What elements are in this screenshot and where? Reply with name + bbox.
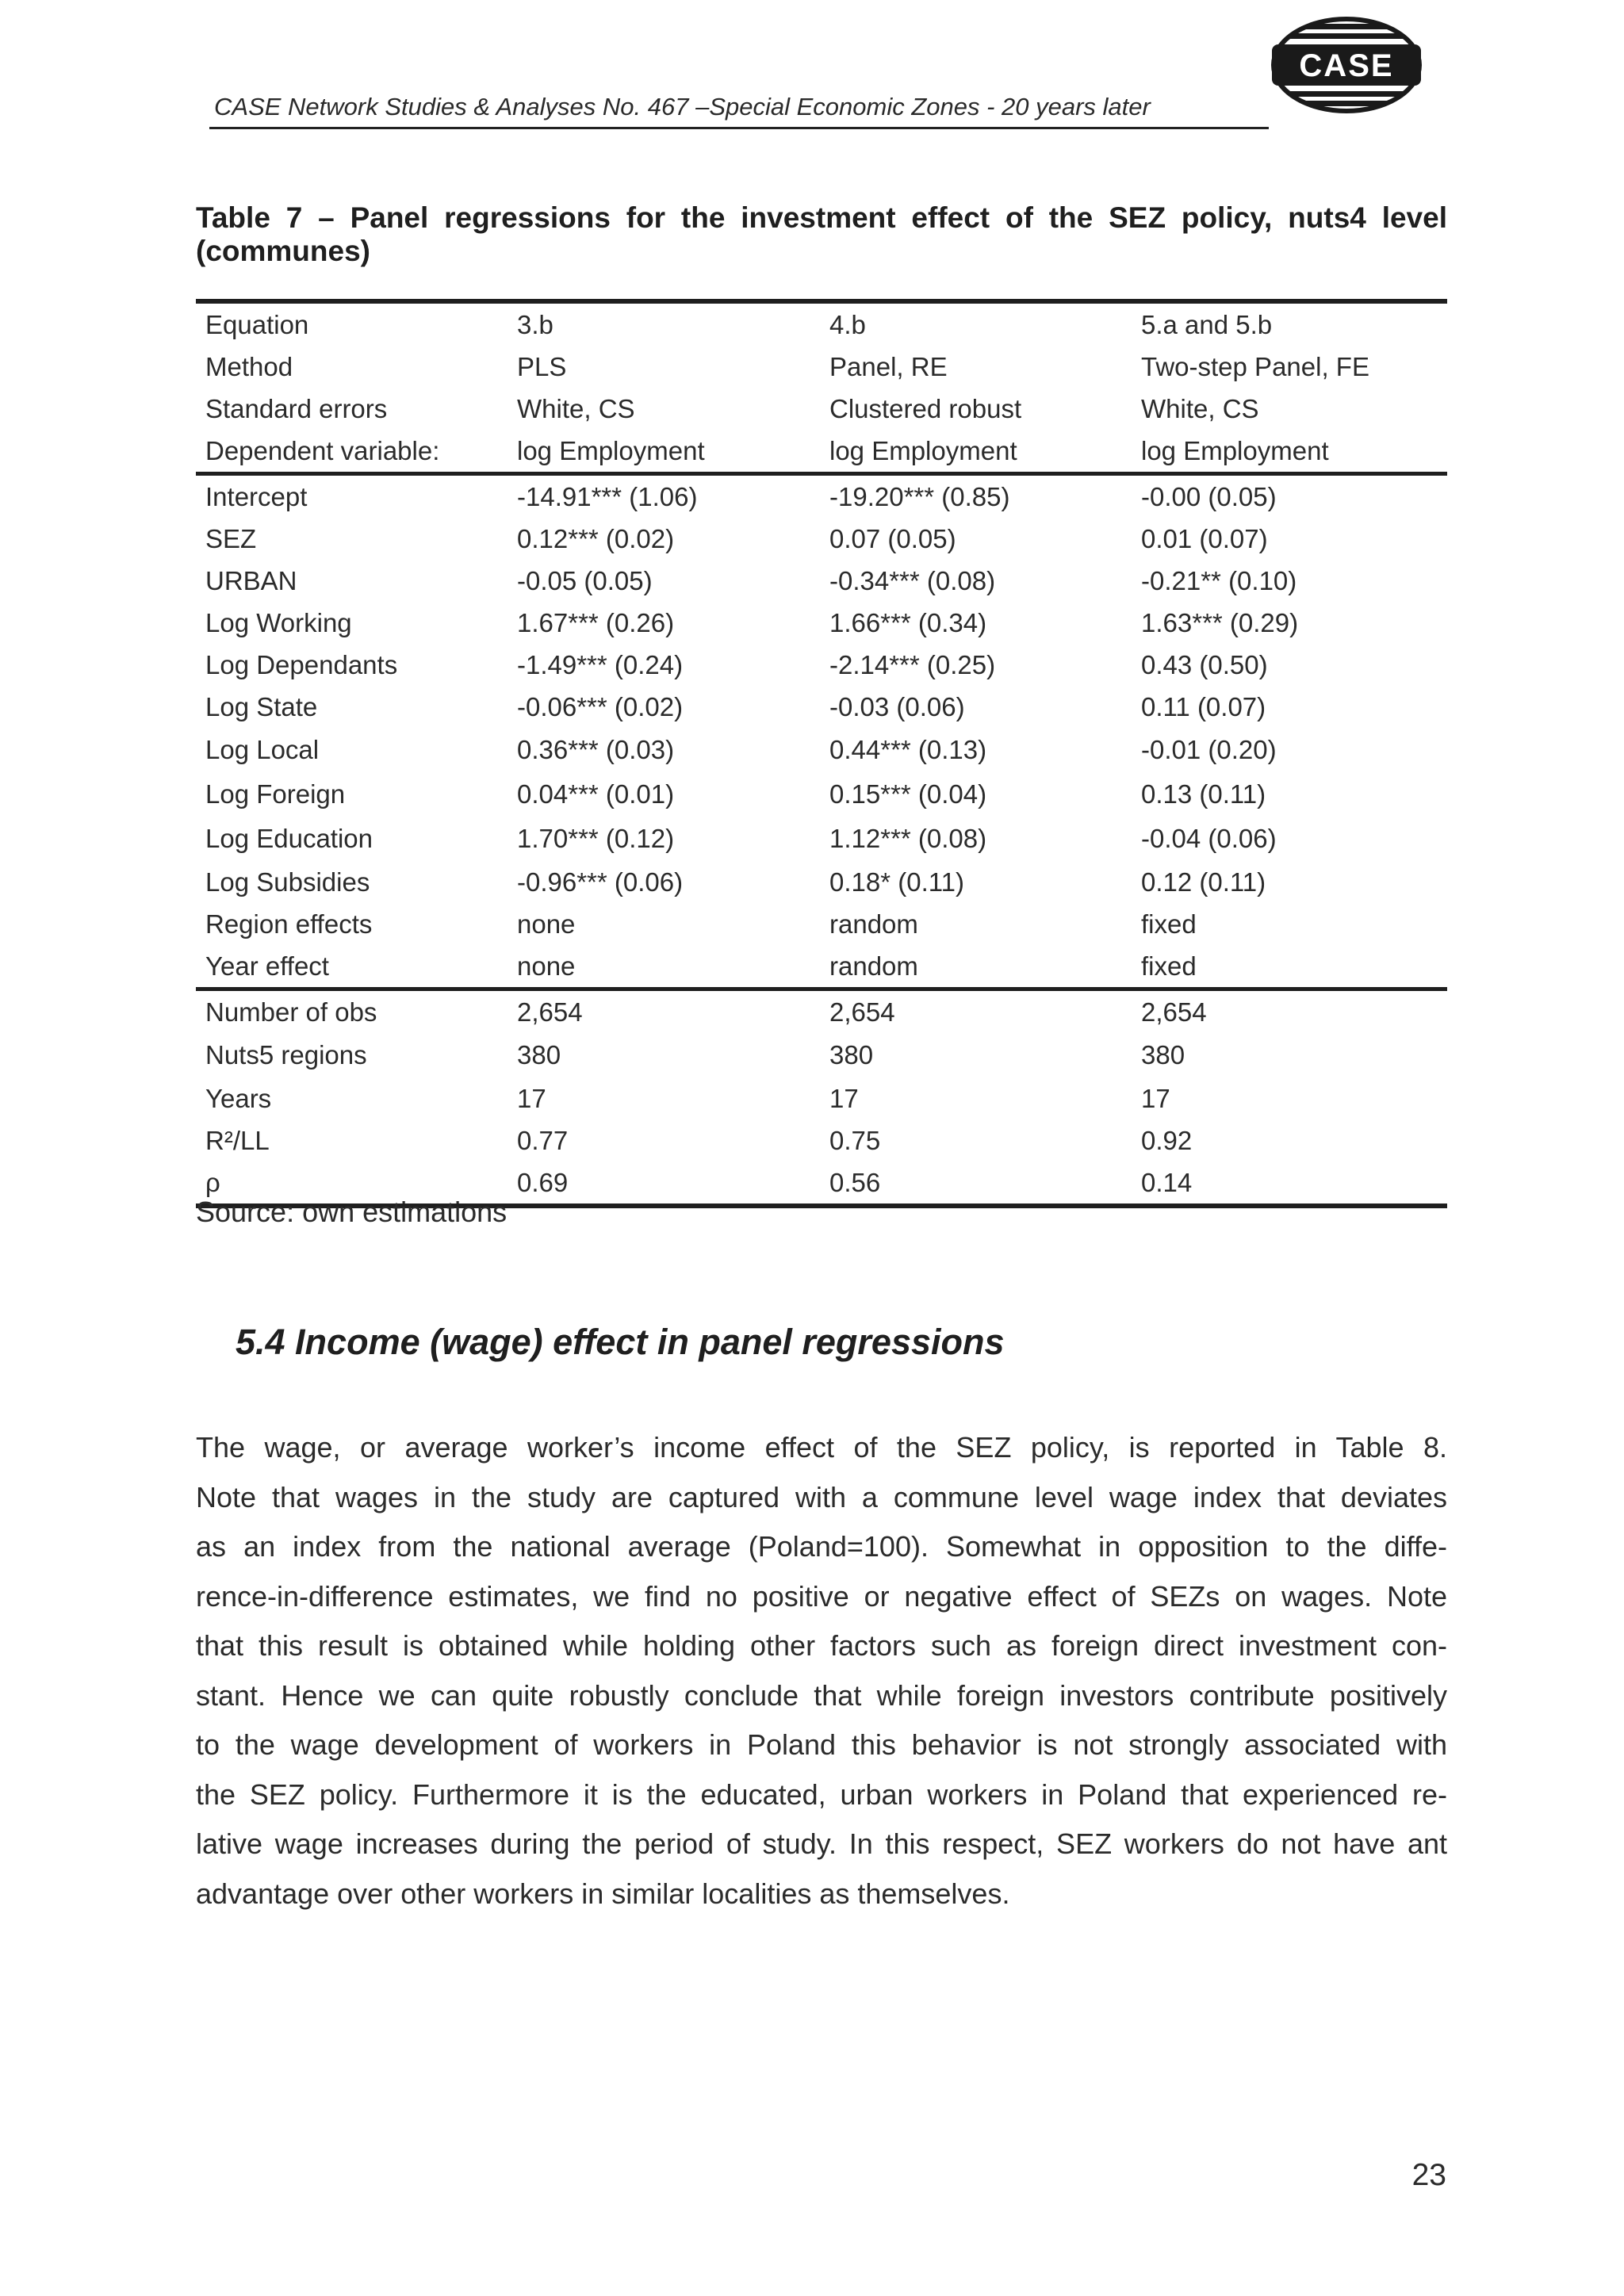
table-cell: 1.12*** (0.08) [829, 824, 987, 853]
table-cell: fixed [1141, 951, 1197, 981]
paragraph-line: The wage, or average worker’s income effect of the SEZ policy, is reported in Table 8. [196, 1431, 1447, 1464]
table-cell: -0.21** (0.10) [1141, 565, 1297, 595]
table-cell: 0.07 (0.05) [829, 523, 956, 553]
table-cell: PLS [517, 351, 567, 381]
paragraph-line: stant. Hence we can quite robustly conclude that while foreign investors contribute positively [196, 1678, 1447, 1712]
table-source-note: Source: own estimations [196, 1196, 508, 1228]
table-header-block [196, 304, 1447, 472]
table-row-label: Equation [205, 309, 309, 339]
table-coefficient-block [196, 476, 1447, 987]
table-cell: 0.04*** (0.01) [517, 779, 675, 809]
table-row [196, 686, 1447, 728]
table-cell: 0.92 [1141, 1125, 1193, 1155]
table-row [196, 991, 1447, 1033]
paragraph-line: as an index from the national average (Poland=100). Somewhat in opposition to the diffe- [196, 1530, 1447, 1563]
table-row [196, 304, 1447, 346]
table-cell: 0.01 (0.07) [1141, 523, 1268, 553]
body-paragraph [196, 1423, 1447, 1919]
paragraph-line: lative wage increases during the period of study. In this respect, SEZ workers do not have ant [196, 1827, 1447, 1860]
table-cell: -0.00 (0.05) [1141, 481, 1277, 511]
table-row-label: Log Education [205, 824, 373, 853]
table-cell: 0.43 (0.50) [1141, 649, 1268, 679]
table-row [196, 728, 1447, 772]
table-cell: -14.91*** (1.06) [517, 481, 698, 511]
table-row-label: Method [205, 351, 293, 381]
table-cell: 0.18* (0.11) [829, 867, 964, 897]
table-row-label: Year effect [205, 951, 329, 981]
table-cell: 0.36*** (0.03) [517, 735, 675, 764]
page-number: 23 [1411, 2158, 1446, 2192]
table-cell: 380 [517, 1040, 561, 1070]
paragraph-line: Note that wages in the study are captured with a commune level wage index that deviates [196, 1480, 1447, 1513]
table-cell: 0.15*** (0.04) [829, 779, 987, 809]
table-cell: 3.b [517, 309, 553, 339]
table-cell: -19.20*** (0.85) [829, 481, 1010, 511]
table-cell: 4.b [829, 309, 866, 339]
section-heading: 5.4 Income (wage) effect in panel regressions [236, 1322, 1005, 1362]
table-cell: 0.69 [517, 1167, 569, 1197]
regression-table [196, 299, 1447, 1208]
table-cell: -0.05 (0.05) [517, 565, 653, 595]
paragraph-line: the SEZ policy. Furthermore it is the educated, urban workers in Poland that experienced re- [196, 1777, 1447, 1811]
table-cell: 0.75 [829, 1125, 881, 1155]
table-cell: White, CS [1141, 393, 1259, 423]
table-cell: 2,654 [517, 997, 583, 1027]
table-cell: -1.49*** (0.24) [517, 649, 684, 679]
table-cell: random [829, 951, 918, 981]
paragraph-line: rence-in-difference estimates, we find no positive or negative effect of SEZs on wages. Note [196, 1579, 1447, 1613]
table-cell: Panel, RE [829, 351, 948, 381]
case-logo-icon [1269, 16, 1424, 114]
table-cell: fixed [1141, 909, 1197, 939]
table-row [196, 1033, 1447, 1077]
table-cell: 0.12 (0.11) [1141, 867, 1266, 897]
table-cell: random [829, 909, 918, 939]
table-row-label: Years [205, 1083, 272, 1113]
table-row-label: Nuts5 regions [205, 1040, 367, 1070]
table-row-label: Log Dependants [205, 649, 398, 679]
table-cell: Two-step Panel, FE [1141, 351, 1369, 381]
table-row [196, 817, 1447, 861]
table-cell: 17 [1141, 1083, 1170, 1113]
table-row-label: Log Foreign [205, 779, 346, 809]
table-cell: 17 [517, 1083, 546, 1113]
table-row [196, 1119, 1447, 1161]
table-cell: none [517, 951, 576, 981]
table-cell: 1.63*** (0.29) [1141, 607, 1299, 637]
table-row-label: Number of obs [205, 997, 377, 1027]
table-row-label: Standard errors [205, 393, 388, 423]
table-cell: -0.06*** (0.02) [517, 691, 684, 721]
table-cell: 380 [1141, 1040, 1185, 1070]
table-row-label: Intercept [205, 481, 308, 511]
table-cell: -0.01 (0.20) [1141, 735, 1277, 764]
table-row [196, 644, 1447, 686]
table-cell: 1.66*** (0.34) [829, 607, 987, 637]
table-row [196, 861, 1447, 903]
table-row [196, 476, 1447, 518]
table-row-label: Log Working [205, 607, 352, 637]
table-row-label: Dependent variable: [205, 435, 440, 465]
table-row [196, 602, 1447, 644]
table-row [196, 560, 1447, 602]
table-row-label: ρ [205, 1167, 220, 1197]
table-cell: log Employment [517, 435, 705, 465]
table-cell: none [517, 909, 576, 939]
table-row-label: Log Subsidies [205, 867, 370, 897]
paragraph-line: advantage over other workers in similar localities as themselves. [196, 1877, 1010, 1910]
table-row [196, 346, 1447, 388]
table-cell: -0.34*** (0.08) [829, 565, 996, 595]
table-row [196, 903, 1447, 945]
table-row-label: R²/LL [205, 1125, 270, 1155]
table-cell: 0.12*** (0.02) [517, 523, 675, 553]
table-row [196, 1077, 1447, 1119]
table-row [196, 518, 1447, 560]
table-row-label: Log Local [205, 735, 320, 764]
table-cell: -2.14*** (0.25) [829, 649, 996, 679]
table-row [196, 388, 1447, 430]
table-cell: -0.04 (0.06) [1141, 824, 1277, 853]
table-cell: 0.11 (0.07) [1141, 691, 1266, 721]
table-cell: Clustered robust [829, 393, 1022, 423]
table-row-label: URBAN [205, 565, 297, 595]
paragraph-line: that this result is obtained while holding other factors such as foreign direct investment con- [196, 1629, 1447, 1662]
table-cell: -0.96*** (0.06) [517, 867, 684, 897]
table-cell: 5.a and 5.b [1141, 309, 1273, 339]
table-row-label: SEZ [205, 523, 257, 553]
table-cell: White, CS [517, 393, 635, 423]
table-cell: 1.67*** (0.26) [517, 607, 675, 637]
table-cell: log Employment [829, 435, 1017, 465]
table-stats-block [196, 991, 1447, 1203]
table-caption: Table 7 – Panel regressions for the investment effect of the SEZ policy, nuts4 level (communes) [196, 201, 1447, 267]
table-cell: 0.56 [829, 1167, 881, 1197]
table-cell: 380 [829, 1040, 874, 1070]
table-row-label: Log State [205, 691, 318, 721]
paragraph-line: to the wage development of workers in Poland this behavior is not strongly associated with [196, 1728, 1447, 1761]
table-row [196, 945, 1447, 987]
table-row [196, 430, 1447, 472]
running-header [209, 89, 1269, 129]
table-cell: log Employment [1141, 435, 1329, 465]
table-cell: -0.03 (0.06) [829, 691, 965, 721]
case-logo-text: CASE [1299, 48, 1394, 83]
table-row [196, 772, 1447, 817]
table-cell: 0.77 [517, 1125, 569, 1155]
table-cell: 0.44*** (0.13) [829, 735, 987, 764]
table-cell: 1.70*** (0.12) [517, 824, 675, 853]
table-row-label: Region effects [205, 909, 373, 939]
running-header-title: CASE Network Studies & Analyses No. 467 –Special Economic Zones - 20 years later [214, 93, 1151, 121]
table-cell: 0.14 [1141, 1167, 1193, 1197]
table-cell: 0.13 (0.11) [1141, 779, 1266, 809]
table-cell: 2,654 [829, 997, 895, 1027]
table-cell: 17 [829, 1083, 859, 1113]
table-cell: 2,654 [1141, 997, 1207, 1027]
